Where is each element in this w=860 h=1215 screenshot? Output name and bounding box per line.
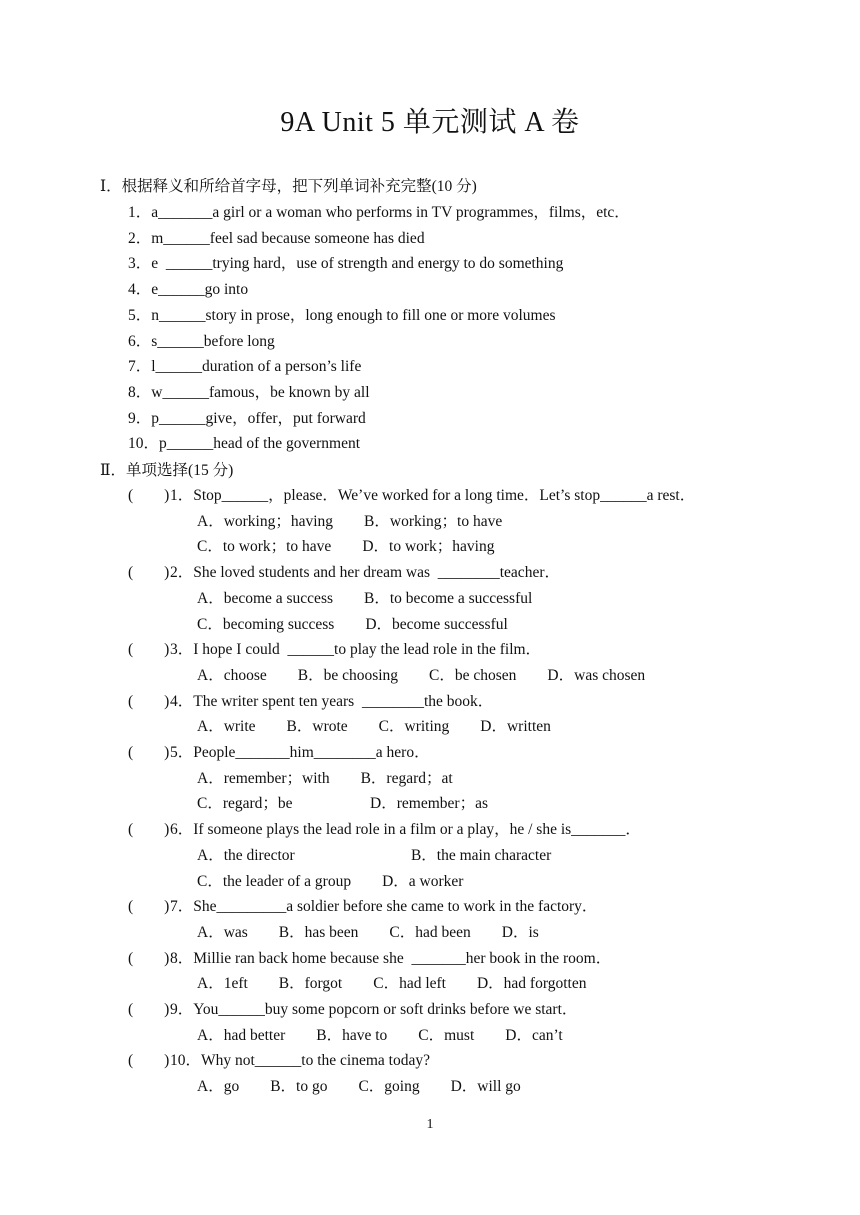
question-row [128, 637, 541, 659]
question-row [128, 1048, 430, 1070]
question-row [128, 997, 577, 1019]
answer-options: A．go B．to go C．going D．will go [197, 1078, 521, 1096]
vocabulary-item: 9．p______give，offer，put forward [128, 409, 366, 427]
vocabulary-item: 5．n______story in prose，long enough to fill one or more volumes [128, 306, 556, 324]
question-stem: 1．Stop______，please．We’ve worked for a long time．Let’s stop______a rest． [170, 487, 696, 504]
answer-options: A．the director B．the main character [197, 846, 552, 864]
answer-blank[interactable]: ( ) [128, 1001, 170, 1018]
question-row [128, 689, 493, 711]
vocabulary-item: 8．w______famous，be known by all [128, 383, 370, 401]
vocabulary-item: 1．a_______a girl or a woman who performs in TV programmes，films，etc． [128, 204, 630, 221]
question-row [128, 483, 695, 505]
question-row [128, 946, 611, 968]
answer-blank[interactable]: ( ) [128, 564, 170, 582]
question-row [128, 560, 560, 582]
vocabulary-item: 10．p______head of the government [128, 435, 361, 453]
answer-options: C．becoming success D．become successful [197, 615, 508, 633]
answer-blank[interactable]: ( ) [128, 641, 170, 659]
answer-options: A．working；having B．working；to have [197, 512, 503, 530]
question-row [128, 740, 430, 762]
section-heading-multiple-choice: Ⅱ．单项选择(15 分) [100, 462, 234, 479]
answer-options: A．become a success B．to become a successful [197, 589, 533, 607]
page-title: 9A Unit 5 单元测试 A 卷 [280, 107, 580, 138]
question-stem: 10．Why not______to the cinema today? [170, 1052, 430, 1070]
vocabulary-item: 7．l______duration of a person’s life [128, 358, 362, 376]
answer-blank[interactable]: ( ) [128, 1052, 170, 1070]
answer-blank[interactable]: ( ) [128, 487, 170, 504]
answer-options: A．1eft B．forgot C．had left D．had forgotten [197, 975, 587, 993]
answer-blank[interactable]: ( ) [128, 744, 170, 761]
answer-options: A．had better B．have to C．must D．can’t [197, 1026, 563, 1044]
vocabulary-item: 6．s______before long [128, 332, 275, 350]
answer-blank[interactable]: ( ) [128, 949, 170, 967]
page-number: 1 [426, 1117, 434, 1132]
answer-blank[interactable]: ( ) [128, 821, 170, 839]
question-stem: 5．People_______him________a hero． [170, 744, 430, 761]
section-heading-vocabulary: Ⅰ．根据释义和所给首字母，把下列单词补充完整(10 分) [100, 178, 477, 195]
answer-options: A．remember；with B．regard；at [197, 769, 453, 787]
question-stem: 9．You______buy some popcorn or soft drinks before we start． [170, 1001, 578, 1018]
answer-options: A．write B．wrote C．writing D．written [197, 718, 551, 736]
vocabulary-item: 3．e ______trying hard，use of strength and energy to do something [128, 255, 564, 273]
vocabulary-item: 2．m______feel sad because someone has died [128, 229, 425, 247]
answer-blank[interactable]: ( ) [128, 898, 170, 916]
question-stem: 4．The writer spent ten years ________the book． [170, 692, 494, 710]
answer-options: A．was B．has been C．had been D．is [197, 923, 539, 941]
question-row [128, 894, 597, 916]
question-stem: 8．Millie ran back home because she _______her book in the room． [170, 949, 612, 967]
answer-blank[interactable]: ( ) [128, 692, 170, 710]
answer-options: C．the leader of a group D．a worker [197, 872, 464, 890]
question-row [128, 817, 641, 839]
question-stem: 2．She loved students and her dream was ________teacher． [170, 564, 560, 582]
question-stem: 3．I hope I could ______to play the lead role in the film． [170, 641, 542, 659]
question-stem: 7．She_________a soldier before she came to work in the factory． [170, 898, 598, 916]
answer-options: C．to work；to have D．to work；having [197, 538, 495, 556]
question-stem: 6．If someone plays the lead role in a film or a play，he / she is_______． [170, 821, 641, 839]
answer-options: C．regard；be D．remember；as [197, 795, 488, 813]
answer-options: A．choose B．be choosing C．be chosen D．was chosen [197, 666, 646, 684]
vocabulary-item: 4．e______go into [128, 281, 249, 299]
